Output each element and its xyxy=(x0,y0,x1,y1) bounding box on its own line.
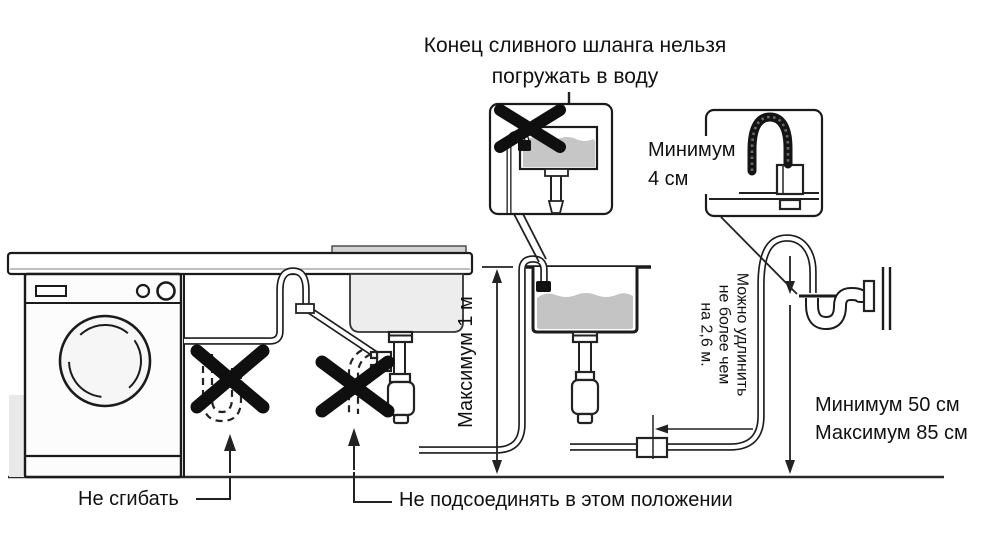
wall-flange xyxy=(864,281,874,311)
middle-sink-siphon xyxy=(572,332,598,423)
water xyxy=(537,293,633,329)
dimension-max-1m xyxy=(482,267,513,474)
cabinet-sink xyxy=(350,274,463,332)
x-mark-bent-hose xyxy=(197,351,263,407)
coupling-arrow xyxy=(655,425,668,434)
hose-end-cap xyxy=(536,281,551,292)
hose-clamp xyxy=(296,304,314,313)
leader-no-connect xyxy=(348,428,392,502)
title-line2: погружать в воду xyxy=(491,65,659,88)
hose-holder-clip xyxy=(777,165,803,194)
title-line1: Конец сливного шланга нельзя xyxy=(423,34,727,57)
inset-submerged-warning xyxy=(490,104,612,214)
machine-shadow xyxy=(9,395,24,477)
x-mark-wrong-connection xyxy=(322,362,388,411)
title-note xyxy=(408,30,742,92)
knob-large xyxy=(158,283,175,300)
label-no-bend: Не сгибать xyxy=(78,488,179,510)
knob-small xyxy=(137,285,149,297)
washing-machine xyxy=(25,274,184,477)
siphon-bottle xyxy=(572,380,598,414)
inset1-pointer xyxy=(514,214,546,262)
countertop xyxy=(8,246,472,274)
hose-coupling xyxy=(637,415,753,459)
dimension-standpipe-height xyxy=(785,256,795,474)
label-extension-limit: Можно удлинить не более чем на 2,6 м. xyxy=(697,272,751,397)
label-standpipe-height: Минимум 50 см Максимум 85 см xyxy=(815,394,968,444)
label-no-connect: Не подсоединять в этом положении xyxy=(399,489,733,511)
label-max-hose-height: Максимум 1 м xyxy=(455,296,477,428)
leader-no-bend xyxy=(196,434,236,499)
label-min-gap: Минимум 4 см xyxy=(648,136,739,194)
detergent-drawer xyxy=(36,286,66,296)
door xyxy=(60,316,150,406)
